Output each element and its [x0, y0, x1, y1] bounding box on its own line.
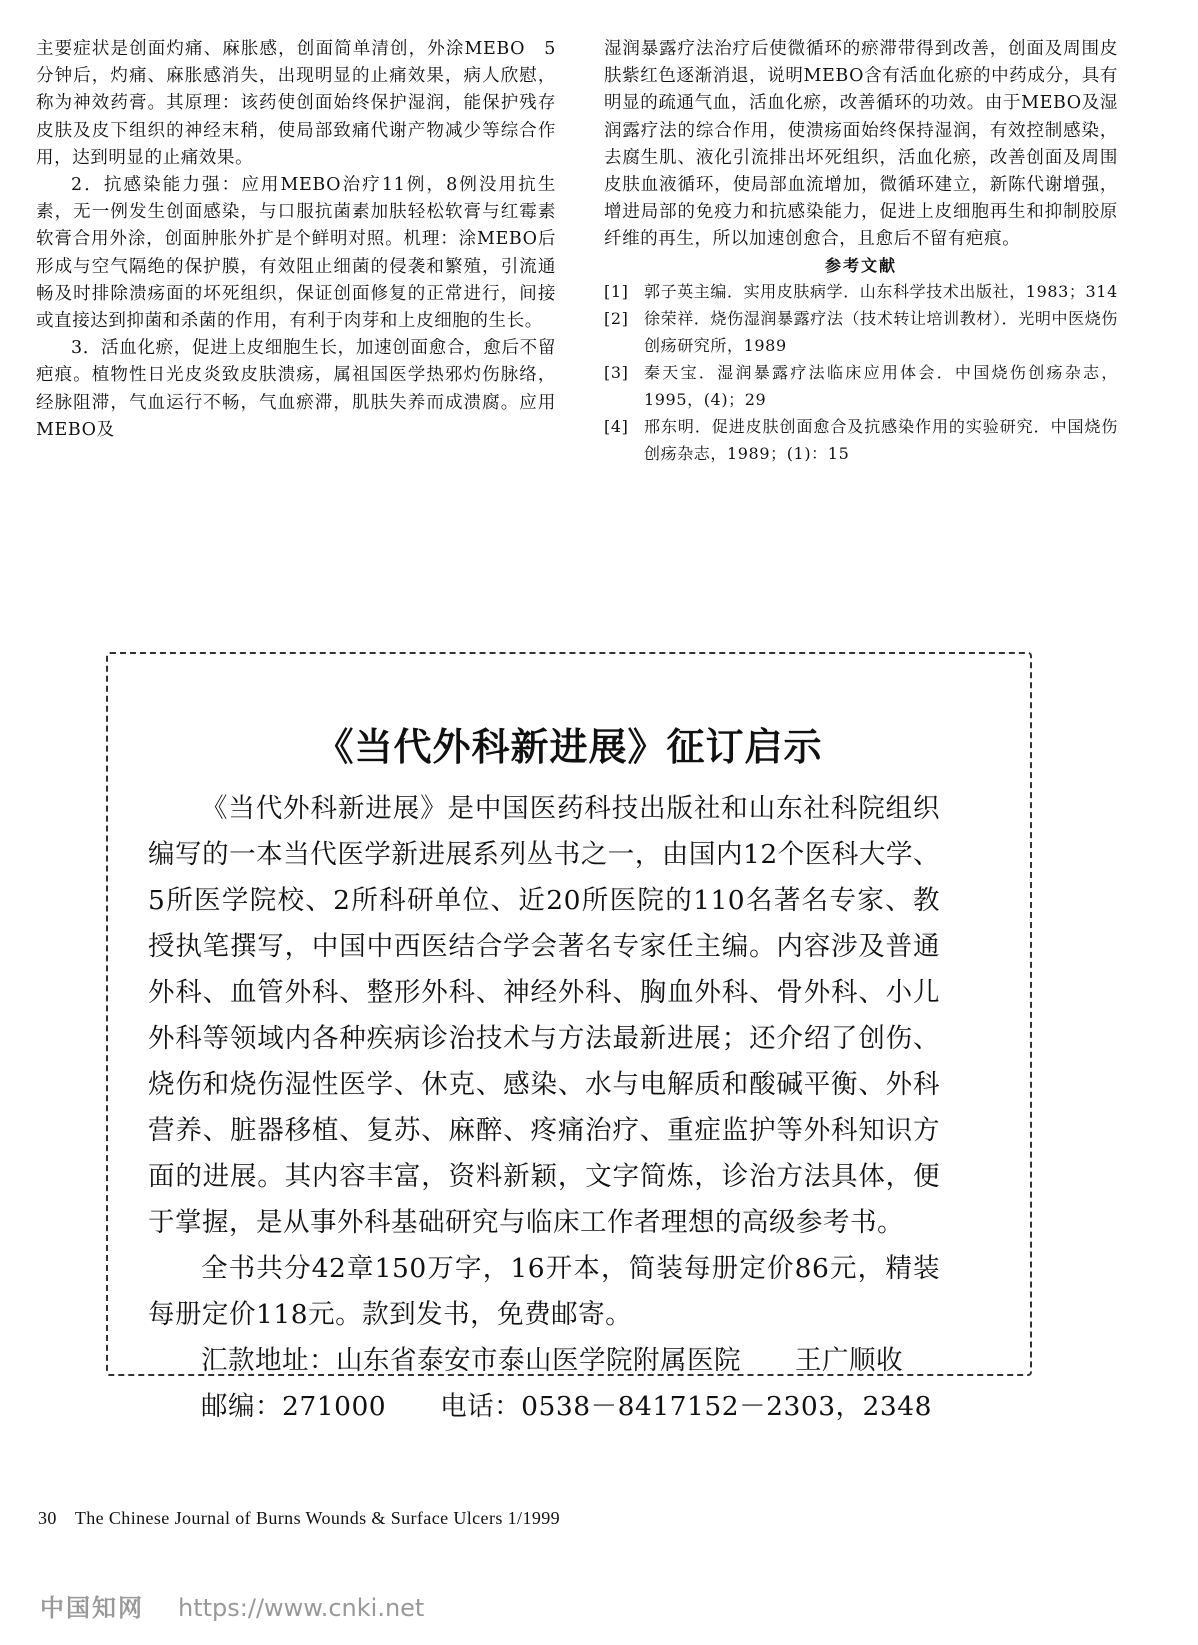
notice-address: 汇款地址：山东省泰安市泰山医学院附属医院 王广顺收 — [201, 1345, 903, 1376]
page-number: 30 — [38, 1508, 57, 1528]
reference-text: 徐荣祥．烧伤湿润暴露疗法（技术转让培训教材）．光明中医烧伤创疡研究所，1989 — [644, 308, 1118, 355]
notice-title: 《当代外科新进展》征订启示 — [315, 725, 823, 769]
reference-number: [4] — [604, 416, 629, 436]
notice-paragraph: 《当代外科新进展》是中国医药科技出版社和山东社科院组织编写的一本当代医学新进展系列丛书之一，由国内12个医科大学、5所医学院校、2所科研单位、近20所医院的110名著名专家、教授执笔撰写，中国中西医结合学会著名专家任主编。内容涉及普通外科、血管外科、整形外科、神经外科、胸血外科、骨外科、小儿外科等领域内各种疾病诊治技术与方法最新进展；还介绍了创伤、烧伤和烧伤湿性医学、休克、感染、水与电解质和酸碱平衡、外科营养、脏器移植、复苏、麻醉、疼痛治疗、重症监护等外科知识方面的进展。其内容丰富，资料新颖，文字简炼，诊治方法具体，便于掌握，是从事外科基础研究与临床工作者理想的高级参考书。 — [148, 793, 940, 1238]
body-paragraph: 主要症状是创面灼痛、麻胀感，创面简单清创，外涂MEBO 5分钟后，灼痛、麻胀感消失，出现明显的止痛效果，病人欣慰，称为神效药膏。其原理：该药使创面始终保护湿润，能保护残存皮肤及皮下组织的神经末稍，使局部致痛代谢产物减少等综合作用，达到明显的止痛效果。 — [36, 39, 556, 168]
body-paragraph: 2．抗感染能力强：应用MEBO治疗11例，8例没用抗生素，无一例发生创面感染，与口服抗菌素加肤轻松软膏与红霉素软膏合用外涂，创面肿胀外扩是个鲜明对照。机理：涂MEBO后形成与空气隔绝的保护膜，有效阻止细菌的侵袭和繁殖，引流通畅及时排除溃疡面的坏死组织，保证创面修复的正常进行，间接或直接达到抑菌和杀菌的作用，有利于肉芽和上皮细胞的生长。 — [36, 175, 556, 332]
subscription-notice-box — [106, 652, 1032, 1422]
reference-text: 邢东明．促进皮肤创面愈合及抗感染作用的实验研究．中国烧伤创疡杂志，1989；(1)：15 — [644, 416, 1118, 463]
watermark-url: https://www.cnki.net — [178, 1594, 425, 1622]
cnki-watermark — [40, 1588, 424, 1623]
reference-number: [2] — [604, 308, 629, 328]
reference-text: 郭子英主编．实用皮肤病学．山东科学技术出版社，1983；314 — [644, 281, 1118, 301]
reference-item — [604, 278, 1118, 305]
body-paragraph: 3．活血化瘀，促进上皮细胞生长，加速创面愈合，愈后不留疤痕。植物性日光皮炎致皮肤溃疡，属祖国医学热邪灼伤脉络，经脉阻滞，气血运行不畅，气血瘀滞，肌肤失养而成溃腐。应用MEBO及 — [36, 338, 556, 440]
notice-body — [148, 786, 940, 1430]
right-column — [604, 36, 1118, 467]
journal-name: The Chinese Journal of Burns Wounds & Surface Ulcers 1/1999 — [74, 1508, 561, 1528]
reference-item — [604, 359, 1118, 413]
references-title: 参考文献 — [824, 255, 897, 275]
body-paragraph: 湿润暴露疗法治疗后使微循环的瘀滞带得到改善，创面及周围皮肤紫红色逐渐消退，说明MEBO含有活血化瘀的中药成分，具有明显的疏通气血，活血化瘀，改善循环的功效。由于MEBO及湿润露疗法的综合作用，使溃疡面始终保持湿润，有效控制感染，去腐生肌、液化引流排出坏死组织，活血化瘀，改善创面及周围皮肤血液循环，使局部血流增加，微循环建立，新陈代谢增强，增进局部的免疫力和抗感染能力，促进上皮细胞再生和抑制胶原纤维的再生，所以加速创愈合，且愈后不留有疤痕。 — [604, 39, 1118, 250]
watermark-brand: 中国知网 — [40, 1594, 144, 1622]
notice-paragraph: 全书共分42章150万字，16开本，简装每册定价86元，精装每册定价118元。款到发书，免费邮寄。 — [148, 1253, 940, 1330]
reference-text: 秦天宝．湿润暴露疗法临床应用体会．中国烧伤创疡杂志，1995，(4)；29 — [644, 362, 1118, 409]
left-column — [36, 36, 556, 444]
reference-item — [604, 305, 1118, 359]
notice-postal-phone: 邮编：271000 电话：0538－8417152－2303，2348 — [201, 1391, 933, 1422]
page-footer — [38, 1508, 560, 1529]
reference-number: [3] — [604, 362, 629, 382]
reference-item — [604, 413, 1118, 467]
reference-number: [1] — [604, 281, 629, 301]
